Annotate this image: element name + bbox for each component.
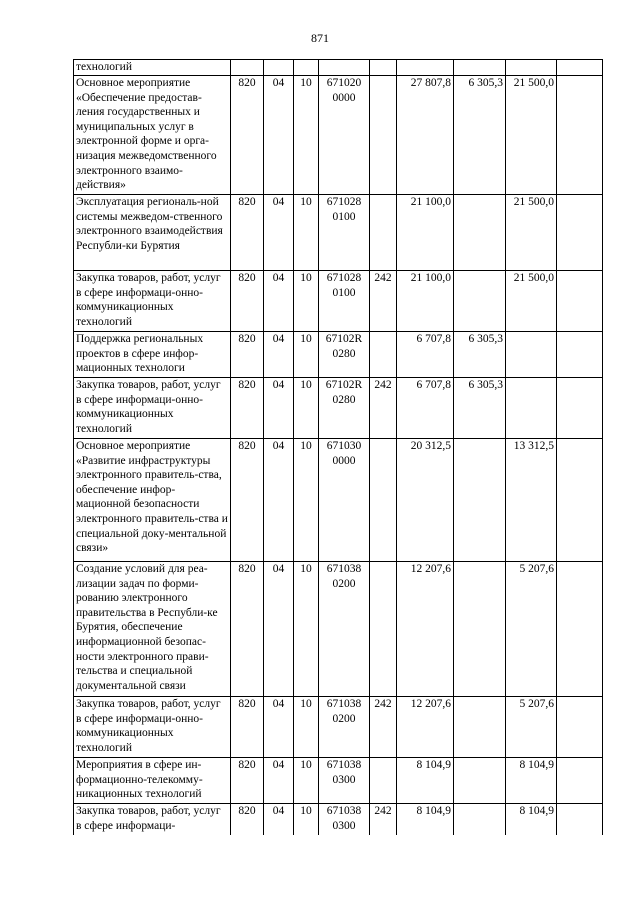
cell-total: 8 104,9: [397, 804, 454, 835]
cell-section: 04: [264, 804, 294, 835]
cell-subsection: 10: [294, 332, 319, 378]
cell-ministry: 820: [231, 195, 264, 271]
cell-federal: 6 305,3: [454, 332, 506, 378]
cell-ministry: [231, 60, 264, 76]
page-number: 871: [311, 31, 329, 45]
cell-section: 04: [264, 271, 294, 332]
cell-last: [557, 60, 603, 76]
cell-expense-type: 242: [370, 378, 397, 439]
cell-next-year: 5 207,6: [506, 562, 557, 697]
cell-ministry: 820: [231, 76, 264, 195]
cell-target-article: 67102R 0280: [319, 378, 370, 439]
cell-expense-type: [370, 758, 397, 804]
cell-subsection: 10: [294, 271, 319, 332]
cell-expense-type: [370, 195, 397, 271]
row-name: Основное мероприятие «Развитие инфраструктуры электронного правитель-ства, обеспечение инфор-мационной безопасности электронного правитель-ства и специальной доку-ментальной связи»: [74, 439, 231, 562]
cell-federal: [454, 562, 506, 697]
cell-last: [557, 332, 603, 378]
row-name: технологий: [74, 60, 231, 76]
cell-total: 21 100,0: [397, 195, 454, 271]
cell-total: 21 100,0: [397, 271, 454, 332]
cell-subsection: 10: [294, 76, 319, 195]
cell-next-year: 21 500,0: [506, 76, 557, 195]
cell-target-article: [319, 60, 370, 76]
row-name: Мероприятия в сфере ин-формационно-телекомму-никационных технологий: [74, 758, 231, 804]
cell-target-article: 671038 0200: [319, 697, 370, 758]
cell-target-article: 671028 0100: [319, 271, 370, 332]
cell-expense-type: [370, 562, 397, 697]
cell-total: [397, 60, 454, 76]
cell-expense-type: 242: [370, 271, 397, 332]
cell-subsection: 10: [294, 804, 319, 835]
cell-expense-type: [370, 332, 397, 378]
cell-section: 04: [264, 378, 294, 439]
cell-subsection: [294, 60, 319, 76]
cell-federal: [454, 195, 506, 271]
cell-total: 6 707,8: [397, 332, 454, 378]
cell-next-year: [506, 60, 557, 76]
cell-next-year: 13 312,5: [506, 439, 557, 562]
cell-subsection: 10: [294, 562, 319, 697]
cell-federal: [454, 758, 506, 804]
cell-federal: 6 305,3: [454, 378, 506, 439]
row-name: Закупка товаров, работ, услуг в сфере информаци-онно-коммуникационных технологий: [74, 378, 231, 439]
cell-target-article: 671038 0200: [319, 562, 370, 697]
cell-next-year: 21 500,0: [506, 195, 557, 271]
cell-ministry: 820: [231, 804, 264, 835]
cell-total: 12 207,6: [397, 697, 454, 758]
cell-federal: 6 305,3: [454, 76, 506, 195]
cell-subsection: 10: [294, 195, 319, 271]
cell-target-article: 671020 0000: [319, 76, 370, 195]
cell-next-year: [506, 378, 557, 439]
cell-ministry: 820: [231, 378, 264, 439]
row-name: Закупка товаров, работ, услуг в сфере информаци-: [74, 804, 231, 835]
cell-total: 12 207,6: [397, 562, 454, 697]
cell-section: 04: [264, 439, 294, 562]
cell-last: [557, 76, 603, 195]
cell-federal: [454, 697, 506, 758]
table-row: [74, 439, 603, 562]
cell-total: 8 104,9: [397, 758, 454, 804]
cell-total: 27 807,8: [397, 76, 454, 195]
table-row: [74, 697, 603, 758]
cell-section: [264, 60, 294, 76]
cell-ministry: 820: [231, 697, 264, 758]
cell-expense-type: [370, 60, 397, 76]
cell-section: 04: [264, 76, 294, 195]
cell-section: 04: [264, 562, 294, 697]
row-name: Закупка товаров, работ, услуг в сфере информаци-онно-коммуникационных технологий: [74, 697, 231, 758]
table-row: [74, 804, 603, 835]
cell-federal: [454, 60, 506, 76]
cell-expense-type: [370, 76, 397, 195]
cell-last: [557, 378, 603, 439]
cell-federal: [454, 804, 506, 835]
cell-subsection: 10: [294, 439, 319, 562]
cell-ministry: 820: [231, 332, 264, 378]
cell-target-article: 67102R 0280: [319, 332, 370, 378]
cell-target-article: 671038 0300: [319, 758, 370, 804]
cell-target-article: 671038 0300: [319, 804, 370, 835]
cell-ministry: 820: [231, 758, 264, 804]
row-name: Основное мероприятие «Обеспечение предостав-ления государственных и муниципальных услуг в электронной форме и орга-низация межведомственного электронного взаимо-действия»: [74, 76, 231, 195]
cell-expense-type: [370, 439, 397, 562]
cell-expense-type: 242: [370, 804, 397, 835]
table-row: [74, 76, 603, 195]
cell-ministry: 820: [231, 271, 264, 332]
cell-next-year: [506, 332, 557, 378]
table-row: [74, 332, 603, 378]
row-name: Закупка товаров, работ, услуг в сфере информаци-онно-коммуникационных технологий: [74, 271, 231, 332]
cell-last: [557, 562, 603, 697]
row-name: Эксплуатация региональ-ной системы межведом-ственного электронного взаимодействия Республи-ки Бурятия: [74, 195, 231, 271]
table-row: [74, 195, 603, 271]
cell-total: 20 312,5: [397, 439, 454, 562]
cell-expense-type: 242: [370, 697, 397, 758]
cell-target-article: 671028 0100: [319, 195, 370, 271]
cell-last: [557, 804, 603, 835]
table-row: [74, 271, 603, 332]
cell-section: 04: [264, 332, 294, 378]
cell-section: 04: [264, 697, 294, 758]
cell-total: 6 707,8: [397, 378, 454, 439]
cell-last: [557, 439, 603, 562]
table-row: [74, 562, 603, 697]
cell-target-article: 671030 0000: [319, 439, 370, 562]
cell-section: 04: [264, 758, 294, 804]
cell-last: [557, 195, 603, 271]
cell-last: [557, 697, 603, 758]
table-row: [74, 378, 603, 439]
cell-last: [557, 271, 603, 332]
cell-next-year: 5 207,6: [506, 697, 557, 758]
cell-subsection: 10: [294, 697, 319, 758]
cell-ministry: 820: [231, 562, 264, 697]
cell-subsection: 10: [294, 378, 319, 439]
row-name: Создание условий для реа-лизации задач по форми-рованию электронного правительства в Республи-ке Бурятия, обеспечение информационной безопас-ности электронного прави-тельства и специальной документальной связи: [74, 562, 231, 697]
cell-next-year: 8 104,9: [506, 758, 557, 804]
cell-last: [557, 758, 603, 804]
row-name: Поддержка региональных проектов в сфере инфор-мационных технологи: [74, 332, 231, 378]
cell-federal: [454, 271, 506, 332]
cell-ministry: 820: [231, 439, 264, 562]
table-row: [74, 60, 603, 76]
table-row: [74, 758, 603, 804]
cell-section: 04: [264, 195, 294, 271]
cell-next-year: 21 500,0: [506, 271, 557, 332]
cell-next-year: 8 104,9: [506, 804, 557, 835]
budget-table: [73, 59, 603, 835]
cell-subsection: 10: [294, 758, 319, 804]
cell-federal: [454, 439, 506, 562]
